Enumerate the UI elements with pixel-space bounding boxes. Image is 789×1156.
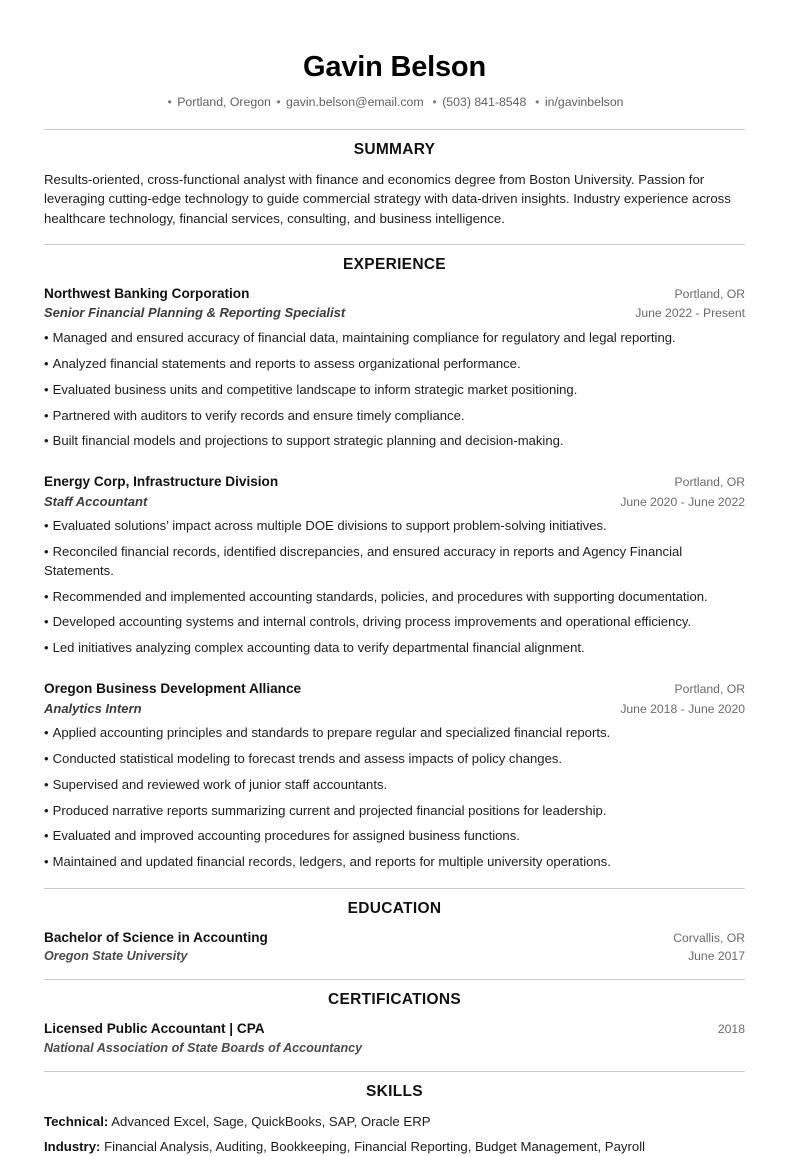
list-item — [44, 329, 745, 348]
skill-group — [44, 1137, 745, 1156]
entry-header-row — [44, 929, 745, 947]
entry-header-row — [44, 473, 745, 491]
list-item — [44, 407, 745, 426]
bullet-text: Led initiatives analyzing complex accounting data to verify departmental financial alignment. — [52, 640, 585, 656]
bullet-separator-icon: • — [276, 94, 281, 109]
education-entry — [44, 929, 745, 965]
entry-subheader-row — [44, 304, 745, 322]
bullet-separator-icon: • — [535, 94, 540, 109]
contact-email[interactable]: gavin.belson@email.com — [286, 94, 424, 109]
contact-line — [44, 95, 745, 111]
experience-entry — [44, 285, 745, 451]
certification-title: Licensed Public Accountant | CPA — [44, 1021, 265, 1037]
skill-group-label: Technical: — [44, 1113, 109, 1129]
list-item — [44, 517, 745, 536]
responsibility-list — [44, 329, 745, 451]
bullet-point-icon: • — [44, 433, 49, 449]
certification-issuer: National Association of State Boards of Accountancy — [44, 1040, 363, 1055]
bullet-text: Recommended and implemented accounting standards, policies, and procedures with supporting documentation. — [52, 588, 708, 604]
entry-header-row — [44, 1020, 745, 1038]
graduation-date: June 2017 — [688, 949, 745, 964]
responsibility-list — [44, 724, 745, 872]
summary-section — [44, 169, 745, 228]
candidate-name: Gavin Belson — [303, 51, 486, 83]
contact-phone[interactable]: (503) 841-8548 — [442, 94, 527, 109]
responsibility-list — [44, 517, 745, 658]
list-item — [44, 827, 745, 846]
list-item — [44, 724, 745, 743]
employer-name: Northwest Banking Corporation — [44, 286, 250, 302]
certification-entry — [44, 1020, 745, 1056]
list-item — [44, 381, 745, 400]
job-title: Staff Accountant — [44, 493, 148, 509]
degree-name: Bachelor of Science in Accounting — [44, 930, 268, 946]
bullet-text: Reconciled financial records, identified discrepancies, and ensured accuracy in reports and Agency Financial Statements. — [44, 543, 683, 578]
skill-group — [44, 1112, 745, 1132]
experience-entry — [44, 473, 745, 658]
bullet-text: Maintained and updated financial records, ledgers, and reports for multiple university operations. — [52, 854, 611, 870]
skill-group-label: Industry: — [44, 1138, 101, 1154]
bullet-text: Evaluated business units and competitive landscape to inform strategic market positioning. — [52, 381, 578, 397]
school-name: Oregon State University — [44, 949, 188, 964]
list-item — [44, 750, 745, 769]
bullet-point-icon: • — [44, 355, 49, 371]
job-title: Analytics Intern — [44, 700, 142, 716]
employer-location: Portland, OR — [674, 475, 745, 490]
skill-group-values: Advanced Excel, Sage, QuickBooks, SAP, Oracle ERP — [111, 1113, 431, 1129]
section-heading-experience: EXPERIENCE — [343, 256, 446, 274]
list-item — [44, 613, 745, 632]
entry-subheader-row — [44, 700, 745, 718]
bullet-text: Produced narrative reports summarizing current and projected financial positions for leadership. — [52, 802, 607, 818]
list-item — [44, 355, 745, 374]
list-item — [44, 802, 745, 821]
bullet-text: Managed and ensured accuracy of financial data, maintaining compliance for regulatory and legal reporting. — [52, 329, 676, 345]
bullet-point-icon: • — [44, 854, 49, 870]
bullet-text: Evaluated and improved accounting procedures for assigned business functions. — [52, 828, 520, 844]
summary-text: Results-oriented, cross-functional analyst with finance and economics degree from Boston University. Passion for leveraging cutting-edge technology to guide commercial strategy with data-driven insights. Industry experience across healthcare technology, financial services, consulting, and business intelligence. — [44, 171, 731, 226]
entry-subheader-row — [44, 1040, 745, 1057]
section-heading-skills: SKILLS — [366, 1082, 423, 1100]
entry-header-row — [44, 285, 745, 303]
bullet-point-icon: • — [44, 640, 49, 656]
list-item — [44, 588, 745, 607]
list-item — [44, 776, 745, 795]
bullet-point-icon: • — [44, 407, 49, 423]
entry-subheader-row — [44, 948, 745, 965]
employer-name: Oregon Business Development Alliance — [44, 681, 302, 697]
experience-entry — [44, 680, 745, 872]
bullet-text: Evaluated solutions’ impact across multiple DOE divisions to support problem-solving initiatives. — [52, 518, 607, 534]
skills-section — [44, 1111, 745, 1156]
education-section — [44, 928, 745, 965]
entry-subheader-row — [44, 493, 745, 511]
skill-group-values: Financial Analysis, Auditing, Bookkeeping, Financial Reporting, Budget Management, Payroll — [104, 1138, 646, 1154]
list-item — [44, 432, 745, 451]
section-heading-education: EDUCATION — [347, 900, 442, 918]
school-location: Corvallis, OR — [673, 931, 745, 946]
employment-dates: June 2020 - June 2022 — [620, 494, 745, 509]
bullet-point-icon: • — [44, 750, 49, 766]
bullet-text: Developed accounting systems and internal controls, driving process improvements and operational efficiency. — [52, 614, 692, 630]
bullet-text: Supervised and reviewed work of junior staff accountants. — [52, 776, 388, 792]
entry-header-row — [44, 680, 745, 698]
bullet-point-icon: • — [44, 381, 49, 397]
employer-location: Portland, OR — [674, 287, 745, 302]
bullet-point-icon: • — [44, 614, 49, 630]
bullet-point-icon: • — [44, 329, 49, 345]
bullet-point-icon: • — [44, 802, 49, 818]
bullet-text: Built financial models and projections to support strategic planning and decision-making. — [52, 433, 564, 449]
section-heading-summary: SUMMARY — [353, 140, 436, 158]
bullet-point-icon: • — [44, 543, 49, 559]
list-item — [44, 639, 745, 658]
bullet-point-icon: • — [44, 725, 49, 741]
bullet-separator-icon: • — [167, 94, 172, 109]
experience-section — [44, 284, 745, 872]
employer-name: Energy Corp, Infrastructure Division — [44, 474, 279, 490]
bullet-point-icon: • — [44, 776, 49, 792]
employment-dates: June 2018 - June 2020 — [620, 701, 745, 716]
list-item — [44, 853, 745, 872]
bullet-text: Applied accounting principles and standards to prepare regular and specialized financial reports. — [52, 725, 611, 741]
employer-location: Portland, OR — [674, 682, 745, 697]
bullet-point-icon: • — [44, 588, 49, 604]
bullet-point-icon: • — [44, 518, 49, 534]
section-heading-certifications: CERTIFICATIONS — [327, 991, 462, 1009]
job-title: Senior Financial Planning & Reporting Specialist — [44, 305, 346, 321]
bullet-text: Partnered with auditors to verify records and ensure timely compliance. — [52, 407, 465, 423]
bullet-separator-icon: • — [432, 94, 437, 109]
bullet-text: Conducted statistical modeling to forecast trends and assess impacts of policy changes. — [52, 750, 563, 766]
bullet-point-icon: • — [44, 828, 49, 844]
list-item — [44, 543, 745, 581]
certification-year: 2018 — [717, 1022, 745, 1037]
bullet-text: Analyzed financial statements and reports to assess organizational performance. — [52, 355, 521, 371]
employment-dates: June 2022 - Present — [635, 306, 745, 321]
contact-linkedin[interactable]: in/gavinbelson — [544, 94, 624, 109]
contact-location: Portland, Oregon — [177, 94, 271, 109]
certifications-section — [44, 1019, 745, 1056]
